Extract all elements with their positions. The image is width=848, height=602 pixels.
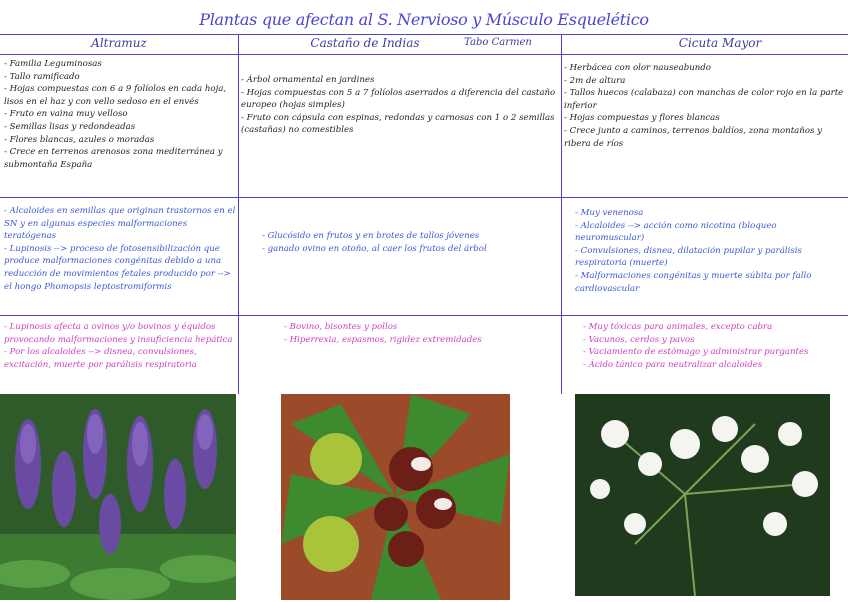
list-item: - Hojas compuestas con 5 a 7 folíolos aserrados a diferencia del castaño europeo (hojas simples) — [241, 87, 556, 111]
column-header-cicuta: Cicuta Mayor — [678, 36, 762, 50]
list-item: - ganado ovino en otoño, al caer los frutos del árbol — [262, 243, 487, 254]
list-item: - Vaciamiento de estómago y administrar purgantes — [583, 347, 809, 358]
list-item: - Hojas compuestas y flores blancas — [564, 113, 720, 124]
list-item: - Tallos huecos (calabaza) con manchas de color rojo en la parte inferior — [564, 88, 844, 111]
list-item: - Tallo ramificado — [4, 71, 80, 82]
list-item: - Hiperrexia, espasmos, rigidez extremidades — [284, 334, 482, 345]
list-item: - Herbácea con olor nauseabundo — [564, 63, 711, 73]
header-divider — [0, 54, 848, 55]
cell-cicuta-description — [564, 62, 844, 150]
row-divider-1 — [0, 197, 848, 198]
cell-cicuta-species — [583, 321, 845, 371]
list-item: - Crece junto a caminos, terrenos baldíos, zona montaños y ribera de ríos — [564, 125, 822, 149]
cell-altramuz-toxins — [4, 205, 236, 293]
horse-chestnut-photo — [281, 394, 510, 600]
list-item: - Por los alcaloides --> disnea, convulsiones, excitación, muerte por parálisis respiratoria — [4, 347, 197, 370]
table-top-border — [0, 34, 848, 35]
cell-altramuz-description — [4, 58, 236, 171]
column-header-castano: Castaño de Indias — [310, 36, 420, 50]
cell-altramuz-species — [4, 321, 236, 371]
hemlock-photo — [575, 394, 830, 596]
list-item: - Alcaloides --> acción como nicotina (bloqueo neuromuscular) — [575, 220, 777, 244]
list-item: - Muy venenosa — [575, 208, 644, 218]
list-item: - Hojas compuestas con 6 a 9 folíolos en cada hoja, lisos en el haz y con vello sedoso en el envés — [4, 84, 227, 107]
list-item: - Fruto en vaina muy velloso — [4, 109, 128, 120]
list-item: - Familia Leguminosas — [4, 59, 102, 69]
list-item: - Lupinosis --> proceso de fotosensibilización que produce malformaciones congénitas debido a una reducción de movimientos fetales producido por --> el hongo Phomopsis leptostromiformis — [4, 243, 231, 292]
list-item: - Bovino, bisontes y pollos — [284, 322, 398, 332]
list-item: - Flores blancas, azules o moradas — [4, 134, 155, 145]
cell-cicuta-toxins — [575, 207, 843, 295]
lupin-photo — [0, 394, 236, 600]
col-divider-1 — [238, 34, 239, 394]
list-item: - Alcaloides en semillas que originan trastornos en el SN y en algunas especies malformaciones teratógenas — [4, 206, 236, 242]
list-item: - Lupinosis afecta a ovinos y/o bovinos y équidos provocando malformaciones y insuficiencia hepática — [4, 322, 233, 345]
cell-castano-species — [284, 321, 554, 346]
list-item: - Semillas lisas y redondeadas — [4, 121, 136, 132]
list-item: - Vacunos, cerdos y pavos — [583, 334, 695, 345]
col-divider-2 — [561, 34, 562, 394]
list-item: - Malformaciones congénitas y muerte súbita por fallo cardiovascular — [575, 270, 812, 294]
row-divider-2 — [0, 315, 848, 316]
list-item: - Glucósido en frutos y en brotes de tallos jóvenes — [262, 231, 480, 241]
list-item: - Árbol ornamental en jardines — [241, 75, 375, 85]
column-header-castano-extra: Tabo Carmen — [464, 37, 532, 48]
cell-castano-toxins — [262, 230, 552, 255]
list-item: - Convulsiones, disnea, dilatación pupilar y parálisis respiratoria (muerte) — [575, 245, 802, 269]
list-item: - Ácido tánico para neutralizar alcaloides — [583, 359, 763, 370]
page-title: Plantas que afectan al S. Nervioso y Músculo Esquelético — [199, 10, 649, 29]
list-item: - Fruto con cápsula con espinas, redondas y carnosas con 1 o 2 semillas (castañas) no comestibles — [241, 112, 555, 136]
column-header-altramuz: Altramuz — [91, 36, 147, 50]
list-item: - Muy tóxicas para animales, excepto cabra — [583, 322, 773, 332]
cell-castano-description — [241, 74, 557, 137]
list-item: - 2m de altura — [564, 75, 626, 86]
list-item: - Crece en terrenos arenosos zona mediterránea y submontaña España — [4, 147, 223, 170]
